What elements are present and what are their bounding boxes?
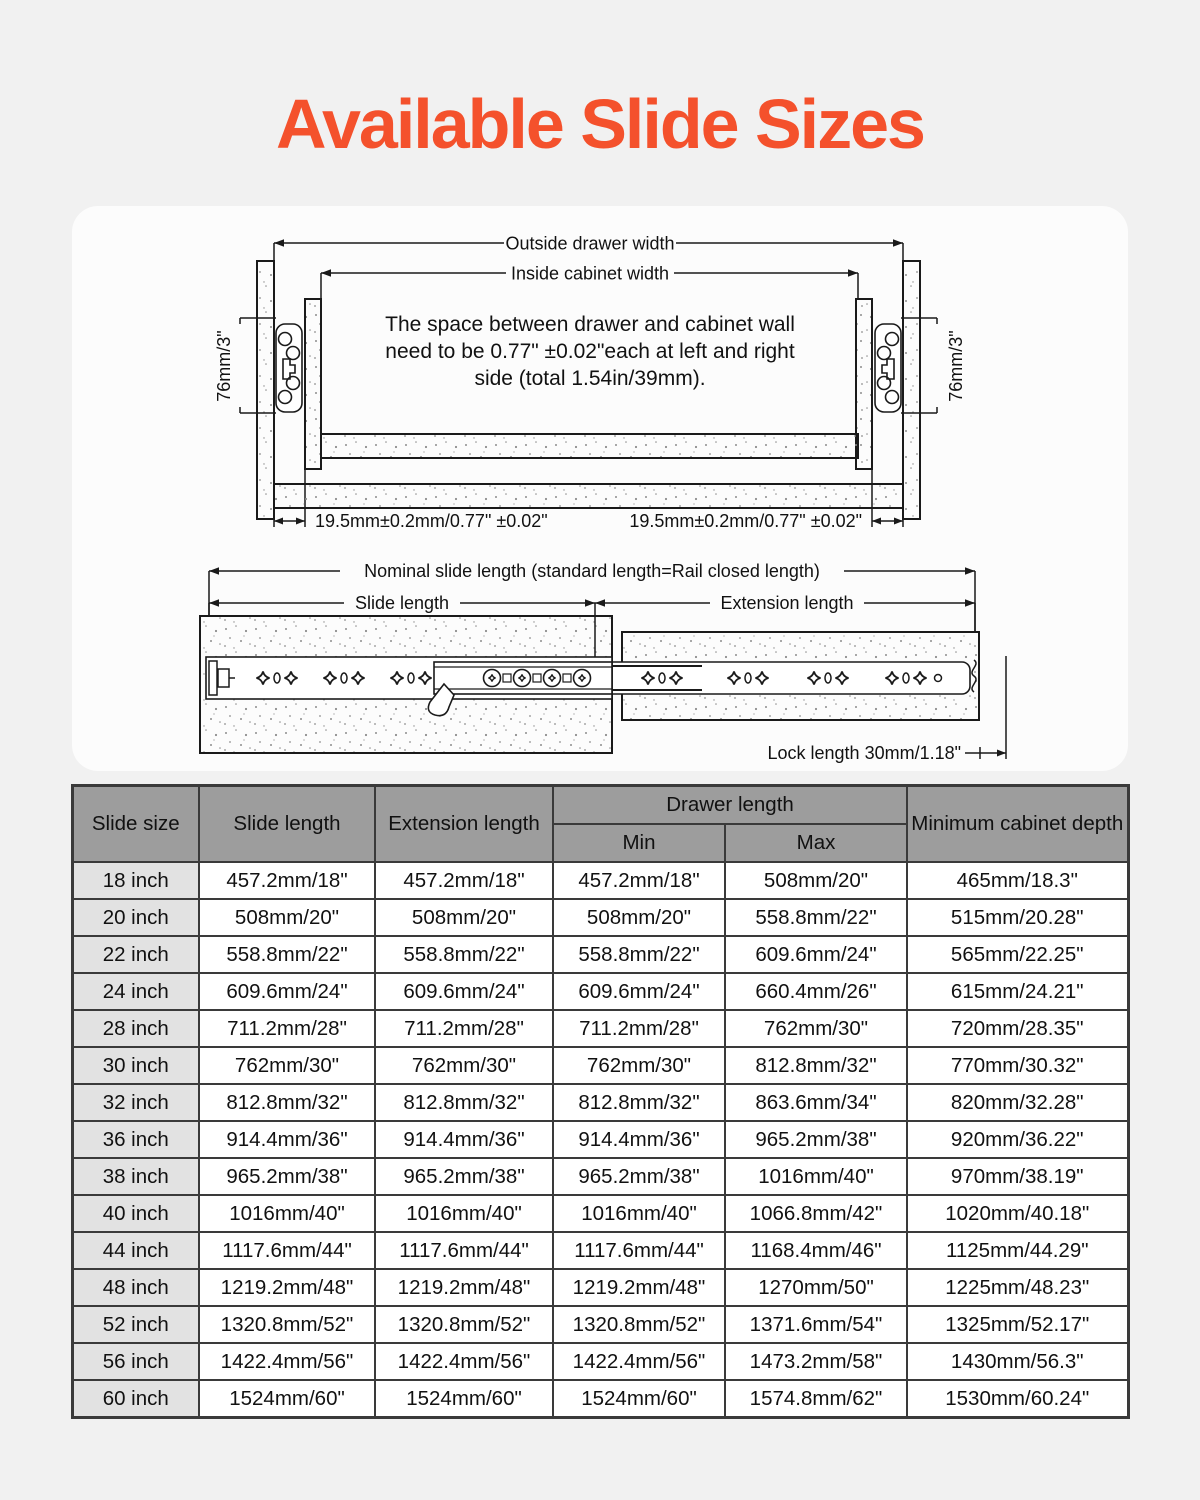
extension-length-cell: 1320.8mm/52": [375, 1306, 553, 1343]
col-header-drawer-max: Max: [725, 824, 907, 862]
cabinet-depth-cell: 1125mm/44.29": [907, 1232, 1128, 1269]
cabinet-depth-cell: 770mm/30.32": [907, 1047, 1128, 1084]
slide-size-cell: 30 inch: [72, 1047, 199, 1084]
drawer-min-cell: 762mm/30": [553, 1047, 725, 1084]
slide-length-cell: 457.2mm/18": [199, 862, 375, 899]
side-clearance-right-label: 76mm/3": [946, 330, 966, 402]
bottom-clearance-right-label: 19.5mm±0.2mm/0.77" ±0.02": [629, 511, 862, 531]
table-row: [72, 1047, 1128, 1084]
slide-length-label: Slide length: [354, 593, 450, 613]
extension-length-cell: 457.2mm/18": [375, 862, 553, 899]
extension-length-cell: 1524mm/60": [375, 1380, 553, 1418]
slide-length-cell: 1016mm/40": [199, 1195, 375, 1232]
drawer-max-cell: 1473.2mm/58": [725, 1343, 907, 1380]
slide-length-diagram: [72, 546, 1128, 771]
drawer-min-cell: 812.8mm/32": [553, 1084, 725, 1121]
cabinet-depth-cell: 1530mm/60.24": [907, 1380, 1128, 1418]
slide-size-cell: 28 inch: [72, 1010, 199, 1047]
slide-size-cell: 22 inch: [72, 936, 199, 973]
slide-length-cell: 1117.6mm/44": [199, 1232, 375, 1269]
drawer-max-cell: 1016mm/40": [725, 1158, 907, 1195]
slide-length-cell: 609.6mm/24": [199, 973, 375, 1010]
drawer-min-cell: 1422.4mm/56": [553, 1343, 725, 1380]
slide-length-cell: 558.8mm/22": [199, 936, 375, 973]
slide-size-cell: 52 inch: [72, 1306, 199, 1343]
clearance-note-line3: side (total 1.54in/39mm).: [474, 367, 706, 390]
clearance-note-line2: need to be 0.77" ±0.02"each at left and right: [385, 340, 795, 363]
slide-length-cell: 1320.8mm/52": [199, 1306, 375, 1343]
slide-size-table: [71, 784, 1130, 1419]
table-row: [72, 1158, 1128, 1195]
extension-length-cell: 762mm/30": [375, 1047, 553, 1084]
drawer-min-cell: 609.6mm/24": [553, 973, 725, 1010]
extension-length-cell: 609.6mm/24": [375, 973, 553, 1010]
cabinet-depth-cell: 970mm/38.19": [907, 1158, 1128, 1195]
table-row: [72, 1306, 1128, 1343]
outside-drawer-width-label: Outside drawer width: [505, 233, 675, 254]
table-row: [72, 899, 1128, 936]
slide-length-cell: 1219.2mm/48": [199, 1269, 375, 1306]
lock-length-label: Lock length 30mm/1.18": [767, 743, 961, 763]
slide-size-cell: 32 inch: [72, 1084, 199, 1121]
cabinet-depth-cell: 720mm/28.35": [907, 1010, 1128, 1047]
drawer-max-cell: 812.8mm/32": [725, 1047, 907, 1084]
slide-size-cell: 20 inch: [72, 899, 199, 936]
drawer-min-cell: 508mm/20": [553, 899, 725, 936]
drawer-min-cell: 1117.6mm/44": [553, 1232, 725, 1269]
slide-size-cell: 56 inch: [72, 1343, 199, 1380]
slide-length-cell: 1524mm/60": [199, 1380, 375, 1418]
cabinet-depth-cell: 920mm/36.22": [907, 1121, 1128, 1158]
drawer-max-cell: 762mm/30": [725, 1010, 907, 1047]
slide-length-cell: 1422.4mm/56": [199, 1343, 375, 1380]
diagram-card: [72, 206, 1128, 771]
drawer-max-cell: 965.2mm/38": [725, 1121, 907, 1158]
cabinet-depth-cell: 1225mm/48.23": [907, 1269, 1128, 1306]
slide-size-cell: 48 inch: [72, 1269, 199, 1306]
table-row: [72, 1010, 1128, 1047]
cabinet-depth-cell: 820mm/32.28": [907, 1084, 1128, 1121]
extension-length-cell: 914.4mm/36": [375, 1121, 553, 1158]
drawer-min-cell: 1524mm/60": [553, 1380, 725, 1418]
drawer-min-cell: 711.2mm/28": [553, 1010, 725, 1047]
slide-length-cell: 508mm/20": [199, 899, 375, 936]
drawer-min-cell: 914.4mm/36": [553, 1121, 725, 1158]
clearance-note-line1: The space between drawer and cabinet wall: [385, 313, 795, 336]
extension-length-cell: 812.8mm/32": [375, 1084, 553, 1121]
drawer-min-cell: 558.8mm/22": [553, 936, 725, 973]
slide-size-cell: 38 inch: [72, 1158, 199, 1195]
drawer-min-cell: 965.2mm/38": [553, 1158, 725, 1195]
cabinet-depth-cell: 465mm/18.3": [907, 862, 1128, 899]
drawer-max-cell: 1574.8mm/62": [725, 1380, 907, 1418]
slide-size-cell: 24 inch: [72, 973, 199, 1010]
table-row: [72, 1195, 1128, 1232]
slide-size-cell: 40 inch: [72, 1195, 199, 1232]
drawer-bottom-panel: [321, 434, 858, 458]
slide-length-cell: 965.2mm/38": [199, 1158, 375, 1195]
table-row: [72, 973, 1128, 1010]
table-row: [72, 1232, 1128, 1269]
extension-length-cell: 1219.2mm/48": [375, 1269, 553, 1306]
col-header-min-cabinet-depth: Minimum cabinet depth: [907, 786, 1128, 863]
drawer-max-cell: 1066.8mm/42": [725, 1195, 907, 1232]
drawer-max-cell: 1168.4mm/46": [725, 1232, 907, 1269]
table-row: [72, 1084, 1128, 1121]
cabinet-depth-cell: 1325mm/52.17": [907, 1306, 1128, 1343]
bottom-clearance-left-label: 19.5mm±0.2mm/0.77" ±0.02": [315, 511, 548, 531]
cabinet-depth-cell: 615mm/24.21": [907, 973, 1128, 1010]
page-title: Available Slide Sizes: [276, 85, 924, 163]
col-header-drawer-min: Min: [553, 824, 725, 862]
slide-rail-cross-section: [276, 324, 302, 412]
nominal-length-label: Nominal slide length (standard length=Rail closed length): [364, 561, 820, 581]
cabinet-depth-cell: 1020mm/40.18": [907, 1195, 1128, 1232]
table-row: [72, 1121, 1128, 1158]
table-row: [72, 936, 1128, 973]
slide-size-cell: 60 inch: [72, 1380, 199, 1418]
cabinet-bottom-panel: [274, 484, 903, 508]
col-header-slide-length: Slide length: [199, 786, 375, 863]
drawer-max-cell: 863.6mm/34": [725, 1084, 907, 1121]
drawer-max-cell: 609.6mm/24": [725, 936, 907, 973]
rail-nested-section: [434, 662, 612, 694]
extension-length-cell: 558.8mm/22": [375, 936, 553, 973]
extension-length-cell: 1016mm/40": [375, 1195, 553, 1232]
extended-rail: [612, 662, 970, 694]
inside-cabinet-width-label: Inside cabinet width: [510, 263, 670, 284]
cabinet-depth-cell: 515mm/20.28": [907, 899, 1128, 936]
col-header-extension-length: Extension length: [375, 786, 553, 863]
col-header-slide-size: Slide size: [72, 786, 199, 863]
extension-length-cell: 508mm/20": [375, 899, 553, 936]
side-clearance-left-label: 76mm/3": [214, 330, 234, 402]
table-row: [72, 1380, 1128, 1418]
slide-length-cell: 812.8mm/32": [199, 1084, 375, 1121]
extension-length-cell: 1117.6mm/44": [375, 1232, 553, 1269]
drawer-min-cell: 1219.2mm/48": [553, 1269, 725, 1306]
extension-length-label: Extension length: [720, 593, 854, 613]
table-row: [72, 862, 1128, 899]
drawer-min-cell: 457.2mm/18": [553, 862, 725, 899]
drawer-max-cell: 660.4mm/26": [725, 973, 907, 1010]
slide-size-cell: 18 inch: [72, 862, 199, 899]
slide-length-cell: 762mm/30": [199, 1047, 375, 1084]
drawer-max-cell: 1371.6mm/54": [725, 1306, 907, 1343]
drawer-min-cell: 1016mm/40": [553, 1195, 725, 1232]
table-row: [72, 1269, 1128, 1306]
slide-size-cell: 44 inch: [72, 1232, 199, 1269]
extension-length-cell: 965.2mm/38": [375, 1158, 553, 1195]
drawer-width-diagram: [72, 206, 1128, 541]
slide-length-cell: 914.4mm/36": [199, 1121, 375, 1158]
drawer-max-cell: 1270mm/50": [725, 1269, 907, 1306]
col-header-drawer-length: Drawer length: [553, 786, 907, 825]
drawer-max-cell: 508mm/20": [725, 862, 907, 899]
slide-size-cell: 36 inch: [72, 1121, 199, 1158]
extension-length-cell: 1422.4mm/56": [375, 1343, 553, 1380]
slide-length-cell: 711.2mm/28": [199, 1010, 375, 1047]
cabinet-depth-cell: 1430mm/56.3": [907, 1343, 1128, 1380]
extension-length-cell: 711.2mm/28": [375, 1010, 553, 1047]
drawer-max-cell: 558.8mm/22": [725, 899, 907, 936]
cabinet-depth-cell: 565mm/22.25": [907, 936, 1128, 973]
table-row: [72, 1343, 1128, 1380]
drawer-min-cell: 1320.8mm/52": [553, 1306, 725, 1343]
